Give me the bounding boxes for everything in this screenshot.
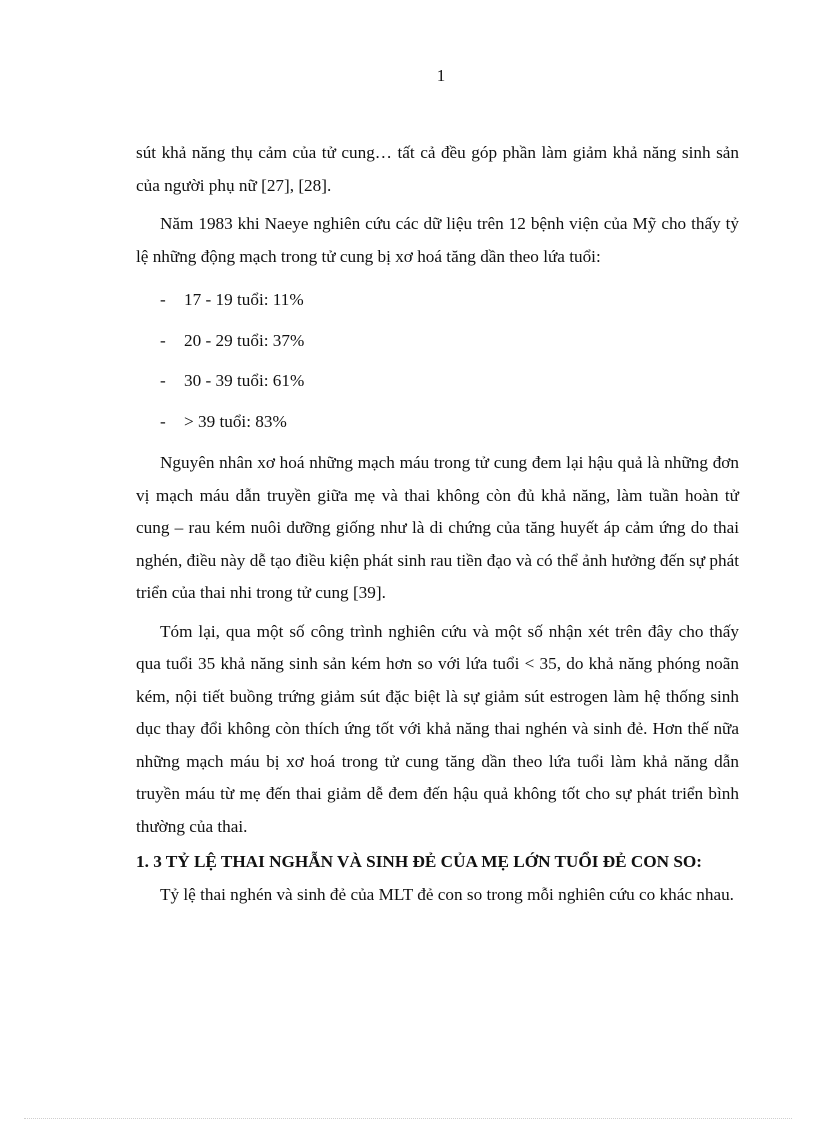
list-item: [136, 402, 739, 443]
paragraph-naeye-study: Năm 1983 khi Naeye nghiên cứu các dữ liệu trên 12 bệnh viện của Mỹ cho thấy tỷ lệ những động mạch trong tử cung bị xơ hoá tăng dần theo lứa tuổi:: [136, 214, 739, 266]
page-number: 1: [436, 66, 446, 85]
list-item: [136, 361, 739, 402]
paragraph-section-intro: Tỷ lệ thai nghén và sinh đẻ của MLT đẻ con so trong mỗi nghiên cứu co khác nhau.: [160, 885, 734, 904]
document-body: [136, 137, 739, 912]
list-item: [136, 321, 739, 362]
list-item-text: 20 - 29 tuổi: 37%: [184, 330, 305, 350]
list-item-text: > 39 tuổi: 83%: [184, 411, 287, 431]
list-bullet: -: [160, 290, 166, 309]
section-heading: 1. 3 TỶ LỆ THAI NGHẪN VÀ SINH ĐẺ CỦA MẸ LỚN TUỔI ĐẺ CON SO:: [136, 852, 703, 871]
list-item: [136, 280, 739, 321]
list-bullet: -: [160, 411, 166, 431]
paragraph-summary: Tóm lại, qua một số công trình nghiên cứu và một số nhận xét trên đây cho thấy qua tuổi 35 khả năng sinh sản kém hơn so với lứa tuổi < 35, do khả năng phóng noãn kém, nội tiết buồng trứng giảm sút đặc biệt là sự giảm sút estrogen làm hệ thống sinh dục thay đổi không còn thích ứng tốt với khả năng thai nghén và sinh đẻ. Hơn thế nữa những mạch máu bị xơ hoá trong tử cung tăng dần theo lứa tuổi làm khả năng dẫn truyền máu từ mẹ đến thai giảm dễ đem đến hậu quả không tốt cho sự phát triển bình thường của thai.: [136, 621, 739, 836]
paragraph-causes: Nguyên nhân xơ hoá những mạch máu trong tử cung đem lại hậu quả là những đơn vị mạch máu dẫn truyền giữa mẹ và thai không còn đủ khả năng, làm tuần hoàn tử cung – rau kém nuôi dưỡng giống như là di chứng của tăng huyết áp cảm ứng do thai nghén, điều này dễ tạo điều kiện phát sinh rau tiền đạo và có thể ảnh hưởng đến sự phát triển của thai nhi trong tử cung [39].: [136, 453, 739, 602]
list-bullet: -: [160, 330, 166, 350]
page-bottom-divider: [24, 1118, 792, 1119]
list-item-text: 17 - 19 tuổi: 11%: [184, 290, 304, 309]
list-bullet: -: [160, 371, 166, 390]
paragraph-continuation: sút khả năng thụ cảm của tử cung… tất cả đều góp phần làm giảm khả năng sinh sản của người phụ nữ [27], [28].: [136, 143, 739, 195]
list-item-text: 30 - 39 tuổi: 61%: [184, 371, 305, 390]
age-sclerosis-list: [136, 280, 739, 442]
